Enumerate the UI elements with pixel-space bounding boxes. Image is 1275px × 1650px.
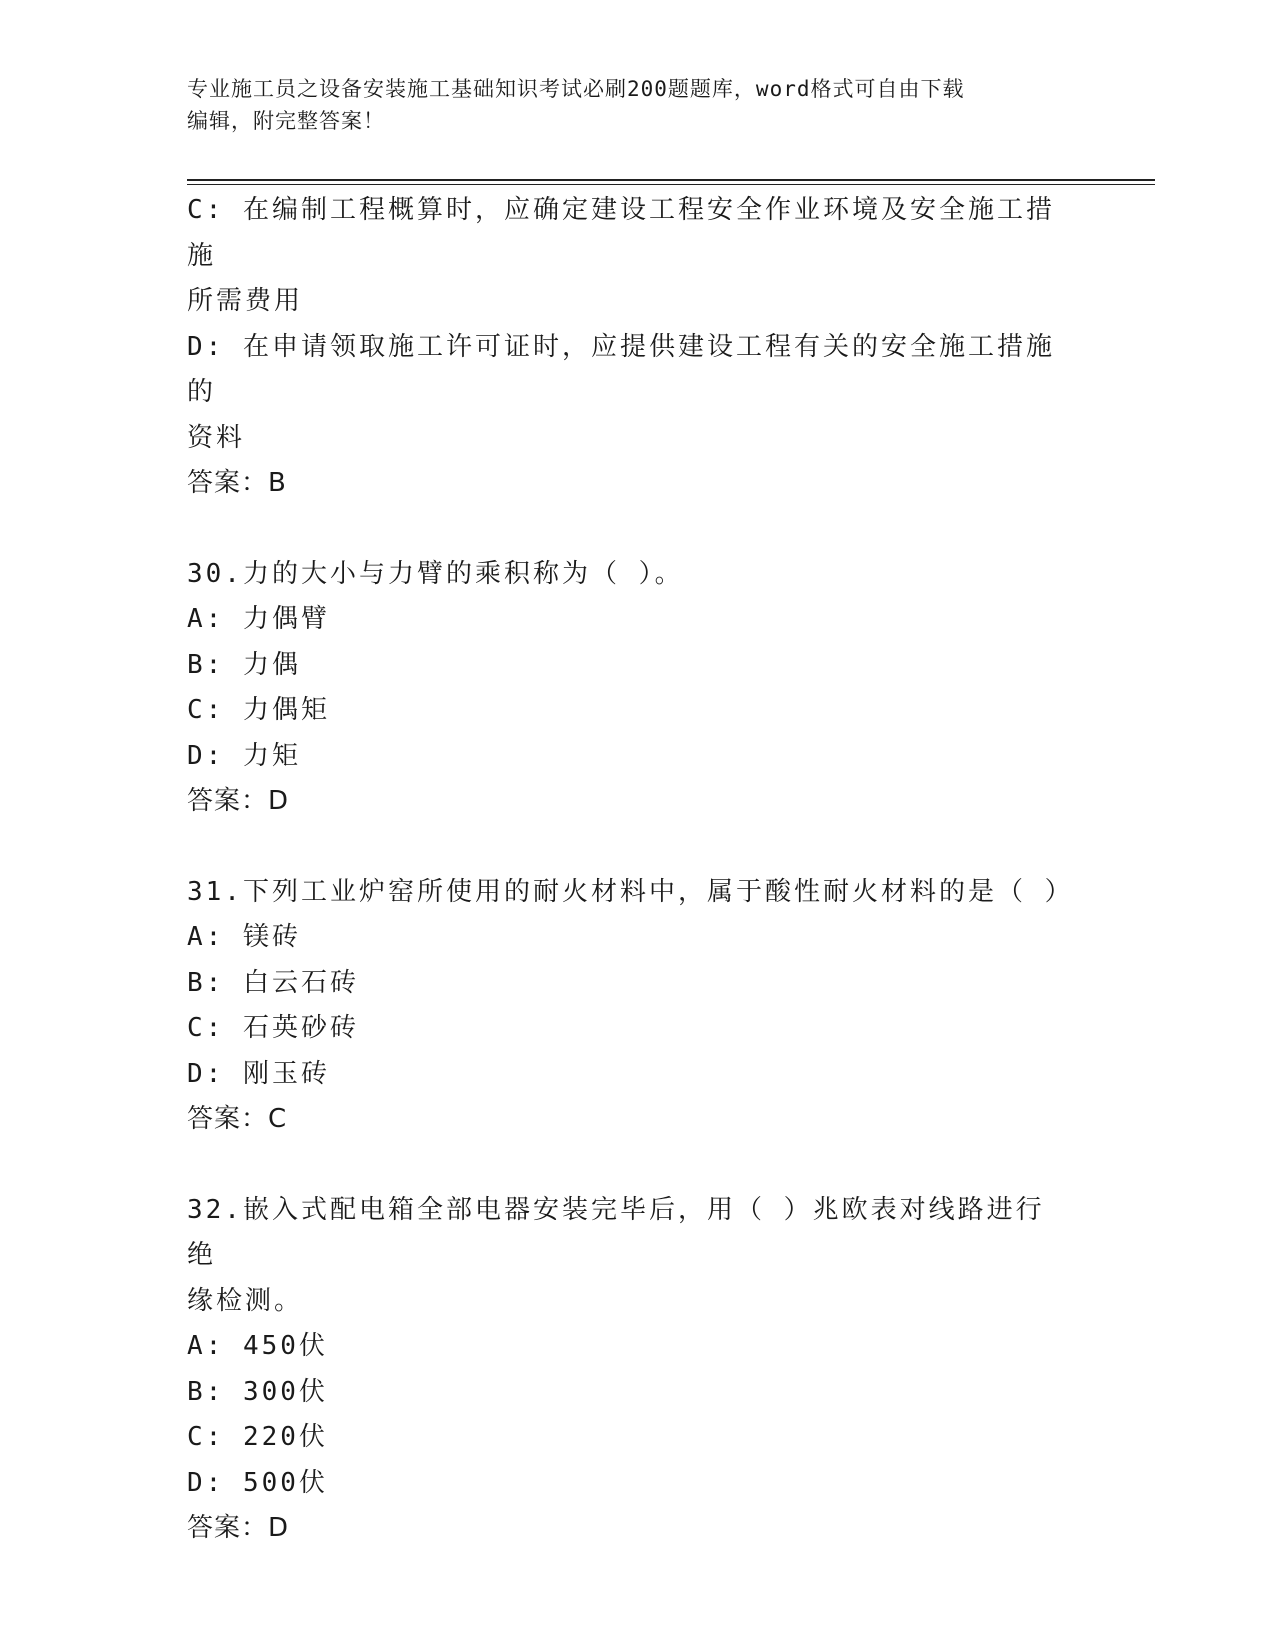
header-divider-thick <box>187 179 1155 181</box>
header-title-line-2: 编辑，附完整答案！ <box>187 109 385 133</box>
continued-question <box>187 188 1067 507</box>
header-divider-thin <box>187 184 1155 185</box>
answer: 答案：B <box>187 468 287 498</box>
answer: 答案：D <box>187 786 290 816</box>
option-c: C: 力偶矩 <box>187 695 330 725</box>
option-a: A: 450伏 <box>187 1331 328 1361</box>
option-b: B: 白云石砖 <box>187 967 359 998</box>
answer: 答案：C <box>187 1104 288 1134</box>
question-stem: 31.下列工业炉窑所使用的耐火材料中，属于酸性耐火材料的是（ ） <box>187 876 1074 907</box>
option-a: A: 力偶臂 <box>187 604 330 634</box>
option-c: C: 在编制工程概算时，应确定建设工程安全作业环境及安全施工措施 <box>187 195 1055 271</box>
option-b: B: 力偶 <box>187 649 301 680</box>
option-c: C: 220伏 <box>187 1422 328 1452</box>
option-c-continued: 所需费用 <box>187 286 304 316</box>
option-d-continued: 资料 <box>187 422 246 453</box>
header-title-line-1: 专业施工员之设备安装施工基础知识考试必刷200题题库，word格式可自由下载 <box>187 77 965 101</box>
question-32 <box>187 1188 1067 1552</box>
question-30 <box>187 552 1067 825</box>
option-a: A: 镁砖 <box>187 922 301 952</box>
option-c: C: 石英砂砖 <box>187 1013 359 1043</box>
option-d: D: 500伏 <box>187 1467 328 1498</box>
question-stem: 30.力的大小与力臂的乘积称为（ ）。 <box>187 558 684 589</box>
question-stem: 32.嵌入式配电箱全部电器安装完毕后，用（ ）兆欧表对线路进行绝 <box>187 1194 1045 1270</box>
option-b: B: 300伏 <box>187 1376 328 1407</box>
question-31 <box>187 870 1074 1143</box>
option-d: D: 刚玉砖 <box>187 1058 330 1089</box>
answer: 答案：D <box>187 1513 290 1543</box>
option-d: D: 在申请领取施工许可证时，应提供建设工程有关的安全施工措施的 <box>187 331 1055 407</box>
question-content <box>187 188 1074 1552</box>
option-d: D: 力矩 <box>187 740 301 771</box>
question-stem-continued: 缘检测。 <box>187 1285 304 1316</box>
document-header <box>187 73 1067 137</box>
